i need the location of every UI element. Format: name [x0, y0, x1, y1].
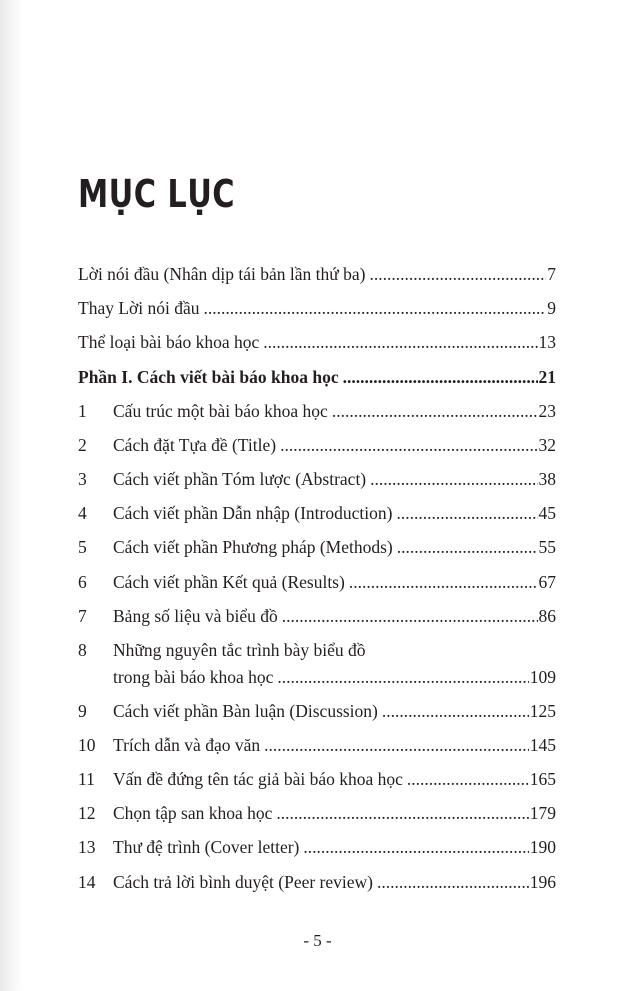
- toc-entry-page: 125: [529, 701, 556, 721]
- toc-entry[interactable]: [78, 871, 556, 893]
- toc-entry-page: 38: [538, 469, 556, 489]
- toc-entry-title: trong bài báo khoa học: [113, 667, 274, 687]
- toc-entry-number: 3: [78, 469, 87, 489]
- toc-entry-title: Cách viết phần Phương pháp (Methods): [113, 537, 393, 557]
- toc-entry-page: 86: [538, 606, 556, 626]
- dot-leader: [282, 605, 538, 627]
- toc-entry-page: 21: [538, 367, 556, 387]
- dot-leader: [370, 468, 537, 490]
- toc-entry[interactable]: [78, 502, 556, 524]
- toc-entry-page: 145: [529, 735, 556, 755]
- dot-leader: [277, 666, 528, 688]
- toc-entry-title: Cách đặt Tựa đề (Title): [113, 435, 277, 455]
- toc-entry-page: 55: [538, 537, 556, 557]
- toc-entry[interactable]: [78, 700, 556, 722]
- dot-leader: [332, 400, 538, 422]
- toc-entry-number: 6: [78, 572, 87, 592]
- toc-entry[interactable]: [78, 836, 556, 858]
- toc-entry-number: 5: [78, 537, 87, 557]
- toc-entry[interactable]: [78, 802, 556, 824]
- dot-leader: [204, 297, 547, 319]
- dot-leader: [303, 836, 528, 858]
- toc-entry-title: Chọn tập san khoa học: [113, 803, 273, 823]
- toc-entry-title: Cách trả lời bình duyệt (Peer review): [113, 872, 373, 892]
- dot-leader: [397, 536, 538, 558]
- toc-entry-title: Bảng số liệu và biểu đồ: [113, 606, 278, 626]
- dot-leader: [349, 571, 538, 593]
- toc-entry[interactable]: [78, 297, 556, 319]
- toc-entry-number: 13: [78, 837, 96, 857]
- toc-entry-number: 2: [78, 435, 87, 455]
- toc-entry[interactable]: [78, 536, 556, 558]
- toc-entry-title: Cách viết phần Tóm lược (Abstract): [113, 469, 367, 489]
- toc-entry-number: 10: [78, 735, 96, 755]
- toc-entry-page: 32: [538, 435, 556, 455]
- page-title: MỤC LỤC: [78, 172, 235, 216]
- dot-leader: [407, 768, 529, 790]
- toc-entry-title: Cách viết phần Dẫn nhập (Introduction): [113, 503, 393, 523]
- toc-entry-page: 190: [529, 837, 556, 857]
- page-edge-shadow: [0, 0, 24, 991]
- toc-entry-title-line1: Những nguyên tắc trình bày biểu đồ: [113, 640, 366, 660]
- toc-entry-title: Cách viết phần Kết quả (Results): [113, 572, 345, 592]
- toc-entry-number: 14: [78, 872, 96, 892]
- toc-entry[interactable]: [78, 768, 556, 790]
- toc-entry-number: 11: [78, 769, 95, 789]
- toc-entry-page: 9: [547, 298, 556, 318]
- dot-leader: [396, 502, 537, 524]
- toc-entry[interactable]: [78, 468, 556, 490]
- toc-entry-number: 7: [78, 606, 87, 626]
- toc-entry-number: 4: [78, 503, 87, 523]
- toc-entry-page: 109: [529, 667, 556, 687]
- toc-entry[interactable]: [78, 434, 556, 456]
- toc-entry-title: Trích dẫn và đạo văn: [113, 735, 261, 755]
- dot-leader: [263, 331, 537, 353]
- toc-entry[interactable]: [78, 400, 556, 422]
- toc-entry[interactable]: [78, 331, 556, 353]
- dot-leader: [276, 802, 528, 824]
- dot-leader: [382, 700, 529, 722]
- toc-section-heading[interactable]: [78, 366, 556, 388]
- page-number: - 5 -: [303, 931, 332, 950]
- toc-entry-title: Thay Lời nói đầu: [78, 298, 200, 318]
- toc-entry-page: 23: [538, 401, 556, 421]
- dot-leader: [264, 734, 529, 756]
- toc-entry[interactable]: [78, 571, 556, 593]
- toc-entry-title: Thể loại bài báo khoa học: [78, 332, 260, 352]
- toc-entry[interactable]: [78, 734, 556, 756]
- toc-entry-page: 196: [529, 872, 556, 892]
- toc-entry-number: 9: [78, 701, 87, 721]
- toc-entry-number: 12: [78, 803, 96, 823]
- toc-entry-page: 165: [529, 769, 556, 789]
- toc-entry[interactable]: [78, 605, 556, 627]
- toc-entry-title: Thư đệ trình (Cover letter): [113, 837, 300, 857]
- toc-entry-page: 7: [547, 264, 556, 284]
- toc-entry[interactable]: [78, 666, 556, 688]
- dot-leader: [280, 434, 537, 456]
- toc-entry-page: 45: [538, 503, 556, 523]
- toc-entry-page: 67: [538, 572, 556, 592]
- toc-entry-title: Phần I. Cách viết bài báo khoa học: [78, 367, 339, 387]
- dot-leader: [370, 263, 547, 285]
- toc-entry[interactable]: [78, 263, 556, 285]
- toc-entry-title: Cách viết phần Bàn luận (Discussion): [113, 701, 378, 721]
- toc-entry-title: Vấn đề đứng tên tác giả bài báo khoa học: [113, 769, 403, 789]
- toc-entry-number: 8: [78, 640, 87, 660]
- toc-entry-number: 1: [78, 401, 87, 421]
- toc-entry-page: 13: [538, 332, 556, 352]
- toc-entry-title: Lời nói đầu (Nhân dịp tái bản lần thứ ba): [78, 264, 366, 284]
- toc-entry-title: Cấu trúc một bài báo khoa học: [113, 401, 328, 421]
- toc-entry-page: 179: [529, 803, 556, 823]
- dot-leader: [343, 366, 538, 388]
- dot-leader: [377, 871, 529, 893]
